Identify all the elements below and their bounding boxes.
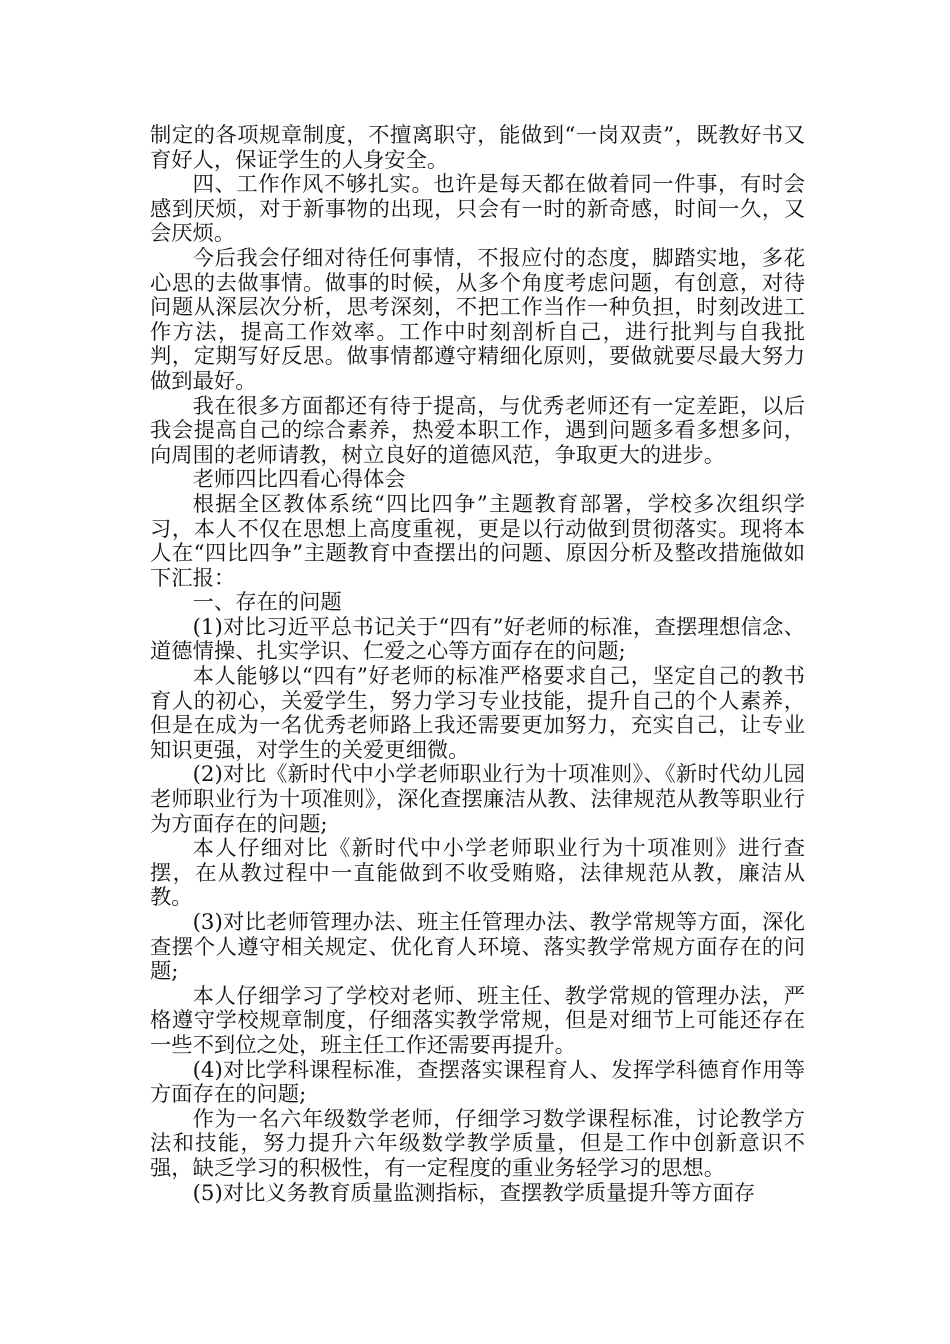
paragraph: (1)对比习近平总书记关于“四有”好老师的标准，查摆理想信念、道德情操、扎实学识、仁爱之心等方面存在的问题; bbox=[150, 614, 805, 665]
paragraph: 制定的各项规章制度，不擅离职守，能做到“一岗双责”，既教好书又育好人，保证学生的人身安全。 bbox=[150, 123, 805, 173]
section-heading: 老师四比四看心得体会 bbox=[192, 467, 406, 493]
paragraph: 今后我会仔细对待任何事情，不报应付的态度，脚踏实地，多花心思的去做事情。做事的时候，从多个角度考虑问题，有创意，对待问题从深层次分析，思考深刻，不把工作当作一种负担，时刻改进工作方法，提高工作效率。工作中时刻剖析自己，进行批判与自我批判，定期写好反思。做事情都遵守精细化原则，要做就要尽最大努力做到最好。 bbox=[150, 245, 805, 394]
paragraph: (5)对比义务教育质量监测指标，查摆教学质量提升等方面存 bbox=[192, 1180, 756, 1206]
document-body bbox=[150, 124, 805, 1206]
paragraph: 根据全区教体系统“四比四争”主题教育部署，学校多次组织学习，本人不仅在思想上高度重视，更是以行动做到贯彻落实。现将本人在“四比四争”主题教育中查摆出的问题、原因分析及整改措施做如下汇报： bbox=[150, 491, 805, 591]
paragraph: 四、工作作风不够扎实。也许是每天都在做着同一件事，有时会感到厌烦，对于新事物的出现，只会有一时的新奇感，时间一久，又会厌烦。 bbox=[150, 172, 805, 247]
paragraph: 我在很多方面都还有待于提高，与优秀老师还有一定差距，以后我会提高自己的综合素养，热爱本职工作，遇到问题多看多想多问，向周围的老师请教，树立良好的道德风范，争取更大的进步。 bbox=[150, 393, 805, 468]
paragraph: 作为一名六年级数学老师，仔细学习数学课程标准，讨论教学方法和技能，努力提升六年级数学教学质量，但是工作中创新意识不强，缺乏学习的积极性，有一定程度的重业务轻学习的思想。 bbox=[150, 1106, 805, 1181]
paragraph: 本人仔细学习了学校对老师、班主任、教学常规的管理办法，严格遵守学校规章制度，仔细落实教学常规，但是对细节上可能还存在一些不到位之处，班主任工作还需要再提升。 bbox=[150, 983, 805, 1058]
section-heading: 一、存在的问题 bbox=[192, 590, 342, 616]
paragraph: 本人仔细对比《新时代中小学老师职业行为十项准则》进行查摆，在从教过程中一直能做到不收受贿赂，法律规范从教，廉洁从教。 bbox=[150, 836, 805, 911]
paragraph: 本人能够以“四有”好老师的标准严格要求自己，坚定自己的教书育人的初心，关爱学生，努力学习专业技能，提升自己的个人素养，但是在成为一名优秀老师路上我还需要更加努力，充实自己，让专业知识更强，对学生的关爱更细微。 bbox=[150, 664, 805, 763]
paragraph: (3)对比老师管理办法、班主任管理办法、教学常规等方面，深化查摆个人遵守相关规定、优化育人环境、落实教学常规方面存在的问题; bbox=[150, 910, 805, 985]
paragraph: (2)对比《新时代中小学老师职业行为十项准则》、《新时代幼儿园老师职业行为十项准则》，深化查摆廉洁从教、法律规范从教等职业行为方面存在的问题; bbox=[150, 762, 805, 837]
paragraph: (4)对比学科课程标准，查摆落实课程育人、发挥学科德育作用等方面存在的问题; bbox=[150, 1057, 805, 1108]
